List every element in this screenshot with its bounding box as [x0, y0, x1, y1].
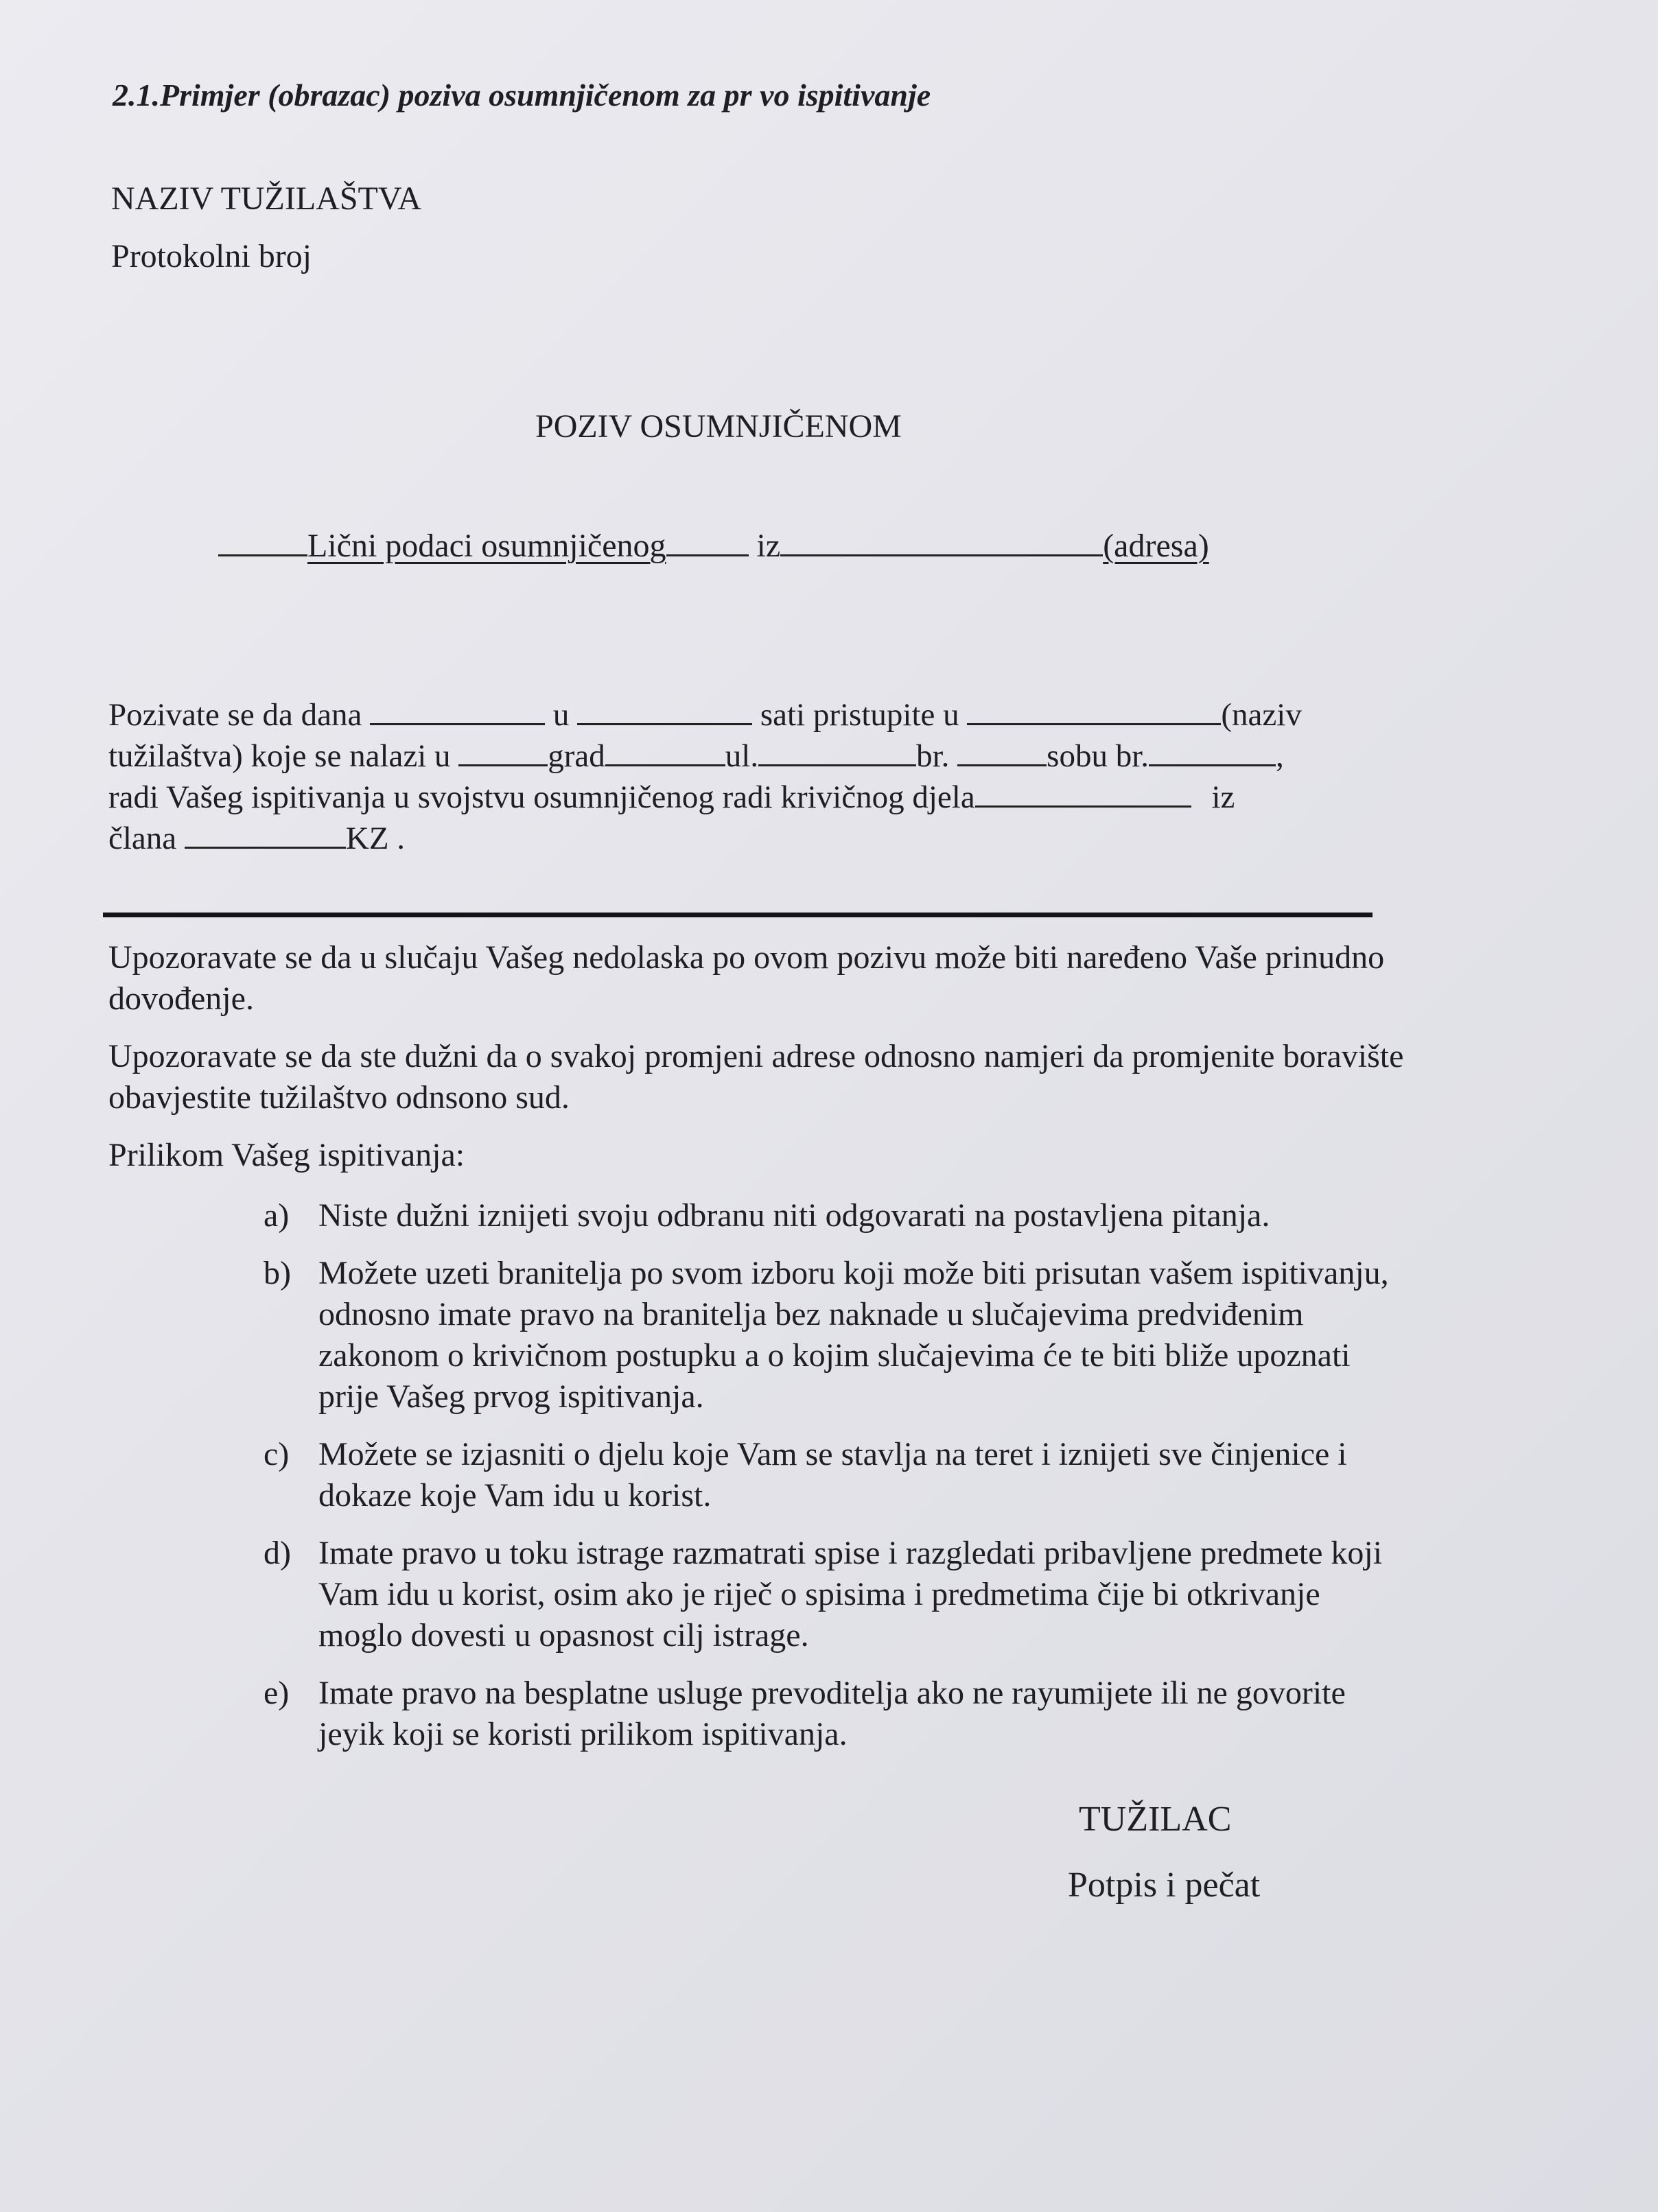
list-item-text: Imate pravo u toku istrage razmatrati spise i razgledati pribavljene predmete koji Vam idu u korist, osim ako je riječ o spisima i predmetima čije bi otkrivanje moglo dovesti u opasnost cilj istrage. [318, 1535, 1383, 1654]
summons-text: u [552, 697, 570, 733]
signatory-title: TUŽILAC [1079, 1800, 1232, 1839]
number-blank [957, 737, 1047, 766]
summons-line [108, 777, 1302, 818]
from-label: iz [756, 528, 781, 564]
summons-text: grad [548, 738, 605, 774]
list-item-text: Možete uzeti branitelja po svom izboru koji može biti prisutan vašem ispitivanju, odnosno imate pravo na branitelja bez naknade u slučajevima predviđenim zakonom o krivičnom postupku a o kojim slučajevima će te biti bliže upoznati prije Vašeg prvog ispitivanja. [318, 1255, 1389, 1415]
list-marker: e) [264, 1675, 290, 1711]
date-blank [370, 696, 545, 725]
summons-text: radi Vašeg ispitivanja u svojstvu osumnjičenog radi krivičnog djela [108, 779, 975, 815]
address-blank [780, 520, 1103, 556]
address-label: (adresa) [1103, 528, 1209, 564]
summons-text: , [1276, 738, 1284, 774]
summons-text: iz [1211, 779, 1235, 815]
warning-paragraph: Upozoravate se da ste dužni da o svakoj promjeni adrese odnosno namjeri da promjenite boravište obavjestite tužilaštvo odnsono sud. [108, 1038, 1404, 1116]
list-marker: d) [264, 1535, 291, 1571]
list-item [264, 1195, 1389, 1236]
list-item-text: Možete se izjasniti o djelu koje Vam se stavlja na teret i iznijeti sve činjenice i dokaze koje Vam idu u korist. [318, 1436, 1347, 1514]
list-item-text: Niste dužni iznijeti svoju odbranu niti odgovarati na postavljena pitanja. [318, 1197, 1270, 1234]
street-blank [605, 737, 725, 766]
city-blank [458, 737, 548, 766]
personal-data-line [218, 520, 1248, 568]
list-marker: b) [264, 1255, 291, 1291]
summons-text: ul. [725, 738, 759, 774]
warnings-section [108, 937, 1412, 1192]
signature-and-seal: Potpis i pečat [1068, 1866, 1261, 1905]
list-item [264, 1533, 1389, 1656]
protocol-number: Protokolni broj [111, 238, 312, 274]
summons-text: br. [916, 738, 950, 774]
summons-text: KZ . [345, 821, 406, 856]
list-item [264, 1673, 1389, 1755]
office-blank [967, 696, 1221, 725]
rights-intro: Prilikom Vašeg ispitivanja: [108, 1137, 465, 1173]
prosecutor-office-name: NAZIV TUŽILAŠTVA [111, 180, 421, 217]
offense-blank [975, 778, 1191, 808]
personal-data-label: Lični podaci osumnjičenog [307, 528, 666, 564]
list-item-text: Imate pravo na besplatne usluge prevoditelja ako ne rayumijete ili ne govorite jeyik koji se koristi prilikom ispitivanja. [318, 1675, 1346, 1752]
list-marker: c) [264, 1436, 290, 1472]
summons-paragraph [108, 694, 1302, 859]
article-blank [185, 819, 346, 849]
list-marker: a) [264, 1197, 290, 1234]
blank-line [218, 520, 307, 556]
form-heading: 2.1.Primjer (obrazac) poziva osumnjičenom za pr vo ispitivanje [113, 78, 931, 113]
list-item [264, 1434, 1389, 1516]
summons-text: sobu br. [1047, 738, 1149, 774]
document-title: POZIV OSUMNJIČENOM [535, 408, 902, 445]
summons-text: Pozivate se da dana [108, 697, 362, 733]
warning-paragraph: Upozoravate se da u slučaju Vašeg nedolaska po ovom pozivu može biti naređeno Vaše prinudno dovođenje. [108, 939, 1385, 1017]
summons-line [108, 694, 1302, 736]
summons-line [108, 818, 1302, 859]
summons-text: tužilaštva) koje se nalazi u [108, 738, 451, 774]
section-divider [103, 913, 1373, 917]
summons-text: člana [108, 821, 177, 856]
rights-list [264, 1195, 1389, 1772]
blank-line [666, 520, 749, 556]
summons-text: sati pristupite u [760, 697, 959, 733]
list-item [264, 1253, 1389, 1417]
summons-line [108, 736, 1302, 777]
room-blank [1149, 737, 1276, 766]
summons-text: (naziv [1221, 697, 1302, 733]
street-name-blank [758, 737, 916, 766]
time-blank [577, 696, 752, 725]
